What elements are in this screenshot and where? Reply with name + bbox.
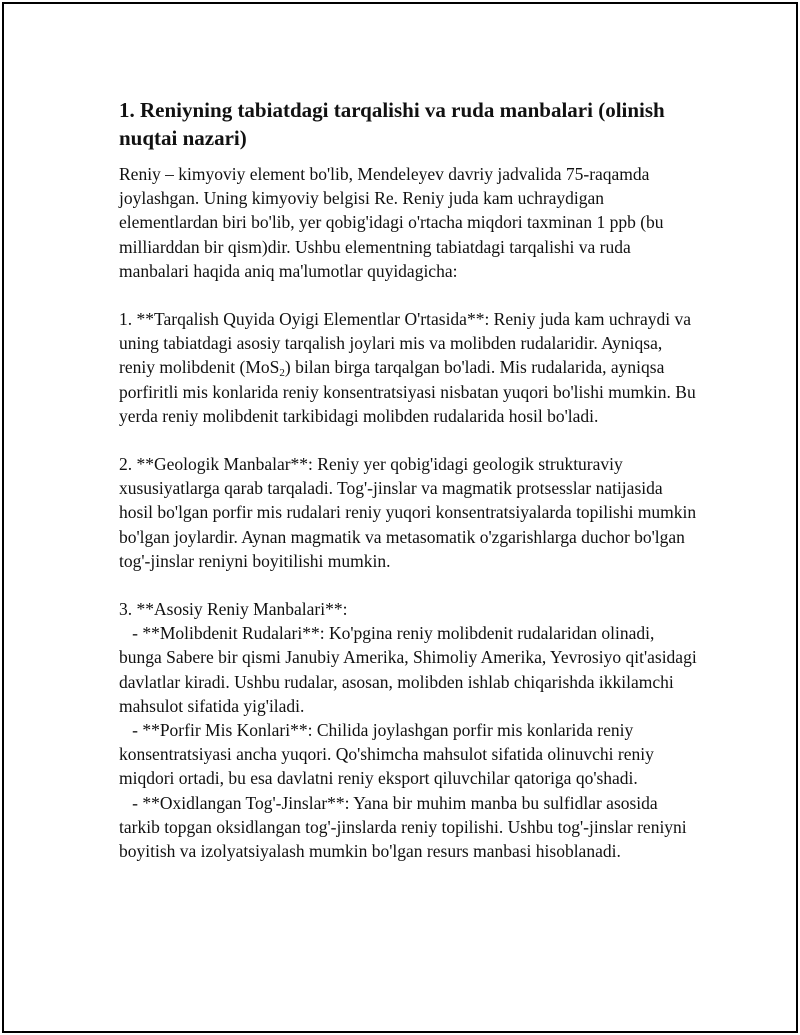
list-item-text: - **Oxidlangan Tog'-Jinslar**: Yana bir muhim manba bu sulfidlar asosida tarkib topgan oksidlangan tog'-jinslarda reniy topilishi. Ushbu tog'-jinslar reniyni boyitish va izolyatsiyalash mumkin bo'lgan resurs manbasi hisoblanadi. — [119, 792, 687, 862]
list-item-text: - **Porfir Mis Konlari**: Chilida joylashgan porfir mis konlarida reniy konsentratsiyasi ancha yuqori. Qo'shimcha mahsulot sifatida olinuvchi reniy miqdori ortadi, bu esa davlatni reniy eksport qiluvchilar qatoriga qo'shadi. — [119, 720, 654, 789]
section-1-text-start: 1. **Tarqalish Quyida Oyigi Elementlar O'rtasida**: Reniy juda kam uchraydi va uning tabiatdagi asosiy tarqalish joylari mis va molibden rudalaridir. Ayniqsa, reniy molibdenit (MoS — [119, 309, 691, 378]
section-3-heading: 3. **Asosiy Reniy Manbalari**: — [119, 599, 348, 620]
paragraph-gap — [119, 573, 699, 597]
document-page — [2, 2, 798, 1033]
paragraph-gap — [119, 428, 699, 452]
section-2-paragraph: 2. **Geologik Manbalar**: Reniy yer qobig'idagi geologik strukturaviy xususiyatlarga qarab tarqaladi. Tog'-jinslar va magmatik protsesslar natijasida hosil bo'lgan porfir mis rudalari reniy yuqori konsentratsiyalarda topilishi mumkin bo'lgan joylardir. Aynan magmatik va metasomatik o'zgarishlarga duchor bo'lgan tog'-jinslar reniyni boyitilishi mumkin. — [119, 454, 697, 571]
subscript-two: 2 — [279, 367, 285, 380]
paragraph-gap — [119, 283, 699, 307]
section-1-paragraph — [119, 307, 699, 428]
document-title: 1. Reniyning tabiatdagi tarqalishi va ruda manbalari (olinish nuqtai nazari) — [119, 98, 665, 150]
section-1-text-end: ) bilan birga tarqalgan bo'ladi. Mis rudalarida, ayniqsa porfiritli mis konlarida reniy konsentratsiyasi nisbatan yuqori bo'lishi mumkin. Bu yerda reniy molibdenit tarkibidagi molibden rudalarida hosil bo'ladi. — [119, 357, 696, 426]
list-item-text: - **Molibdenit Rudalari**: Ko'pgina reniy molibdenit rudalaridan olinadi, bunga Sabere bir qismi Janubiy Amerika, Shimoliy Amerika, Yevrosiyo qit'asidagi davlatlar kiradi. Ushbu rudalar, asosan, molibden ishlab chiqarishda ikkilamchi mahsulot sifatida yig'iladi. — [119, 623, 697, 716]
section-3-item-oxidlangan — [119, 791, 699, 864]
intro-paragraph: Reniy – kimyoviy element bo'lib, Mendeleyev davriy jadvalida 75-raqamda joylashgan. Uning kimyoviy belgisi Re. Reniy juda kam uchraydigan elementlardan biri bo'lib, yer qobig'idagi o'rtacha miqdori taxminan 1 ppb (bu milliarddan bir qism)dir. Ushbu elementning tabiatdagi tarqalishi va ruda manbalari haqida aniq ma'lumotlar quyidagicha: — [119, 164, 664, 281]
section-3-item-porfir — [119, 718, 699, 791]
document-body — [119, 96, 699, 863]
section-3-item-molibdenit — [119, 621, 699, 718]
